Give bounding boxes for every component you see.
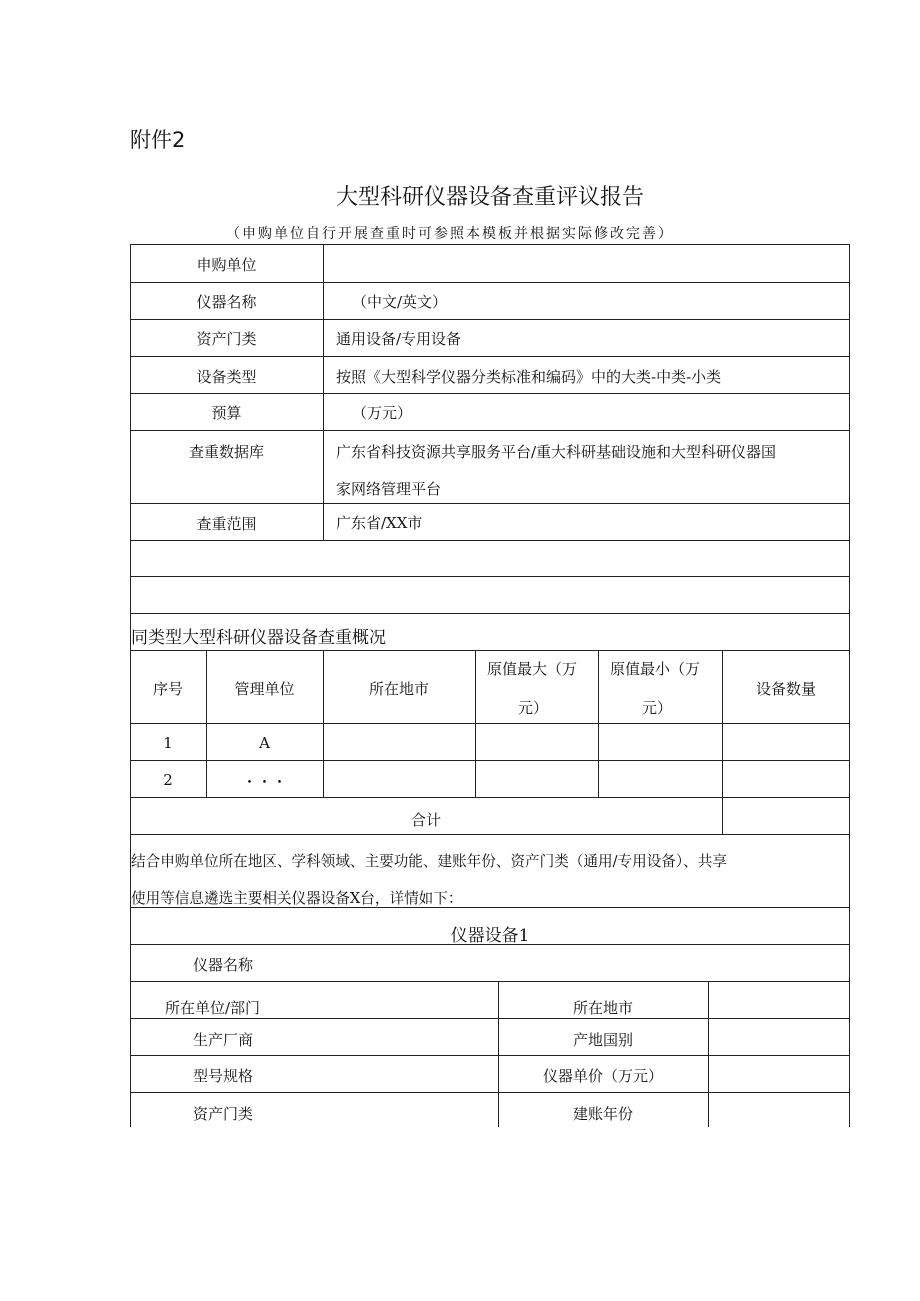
device-title-main: 仪器设备 [450, 926, 519, 946]
device-model-label: 型号规格 [193, 1067, 254, 1085]
applicant-label: 申购单位 [196, 256, 257, 274]
device-name-label: 仪器名称 [193, 956, 254, 974]
instrument-name-value: （中文/英文） [352, 293, 448, 311]
device-asset-label: 资产门类 [193, 1105, 254, 1123]
device-type-value: 按照《大型科学仪器分类标准和编码》中的大类-中类-小类 [336, 368, 722, 386]
device-origin-label: 产地国别 [572, 1031, 633, 1049]
device-city-label: 所在地市 [572, 999, 633, 1017]
database-value-line2: 家网络管理平台 [336, 480, 442, 498]
col-city: 所在地市 [368, 680, 429, 698]
col-min-line2: 元） [642, 699, 673, 717]
asset-category-value: 通用设备/专用设备 [336, 330, 462, 348]
col-unit: 管理单位 [234, 680, 295, 698]
device-price-label: 仪器单价（万元） [542, 1067, 663, 1085]
device-title [130, 921, 850, 946]
attachment-label: 附件2 [130, 128, 186, 152]
row-seq: 1 [163, 734, 173, 752]
col-min-line1: 原值最小（万 [610, 660, 701, 678]
database-value-line1: 广东省科技资源共享服务平台/重大科研基础设施和大型科研仪器国 [336, 443, 777, 461]
row-seq: 2 [163, 771, 173, 789]
selection-text-line1: 结合申购单位所在地区、学科领域、主要功能、建账年份、资产门类（通用/专用设备）、共享 [131, 853, 727, 870]
col-max-line2: 元） [518, 699, 549, 717]
device-maker-label: 生产厂商 [193, 1031, 254, 1049]
budget-label: 预算 [211, 404, 242, 422]
selection-text-line2: 使用等信息遴选主要相关仪器设备X台，详情如下： [131, 890, 463, 907]
col-seq: 序号 [152, 680, 183, 698]
col-count: 设备数量 [755, 680, 816, 698]
asset-category-label: 资产门类 [196, 330, 257, 348]
database-label: 查重数据库 [188, 443, 264, 461]
row-unit: ・・・ [241, 773, 287, 791]
scope-value: 广东省/XX市 [336, 514, 423, 532]
col-max-line1: 原值最大（万 [487, 660, 578, 678]
overview-title: 同类型大型科研仪器设备查重概况 [131, 628, 386, 648]
device-title-num: 1 [518, 926, 530, 946]
template-note: （申购单位自行开展查重时可参照本模板并根据实际修改完善） [226, 226, 674, 242]
budget-value: （万元） [352, 404, 413, 422]
device-year-label: 建账年份 [572, 1105, 633, 1123]
device-dept-label: 所在单位/部门 [165, 999, 261, 1017]
row-unit: A [259, 734, 270, 752]
device-type-label: 设备类型 [196, 368, 257, 386]
instrument-name-label: 仪器名称 [196, 293, 257, 311]
total-label: 合计 [410, 811, 441, 829]
scope-label: 查重范围 [196, 515, 257, 533]
report-title: 大型科研仪器设备查重评议报告 [335, 185, 644, 210]
